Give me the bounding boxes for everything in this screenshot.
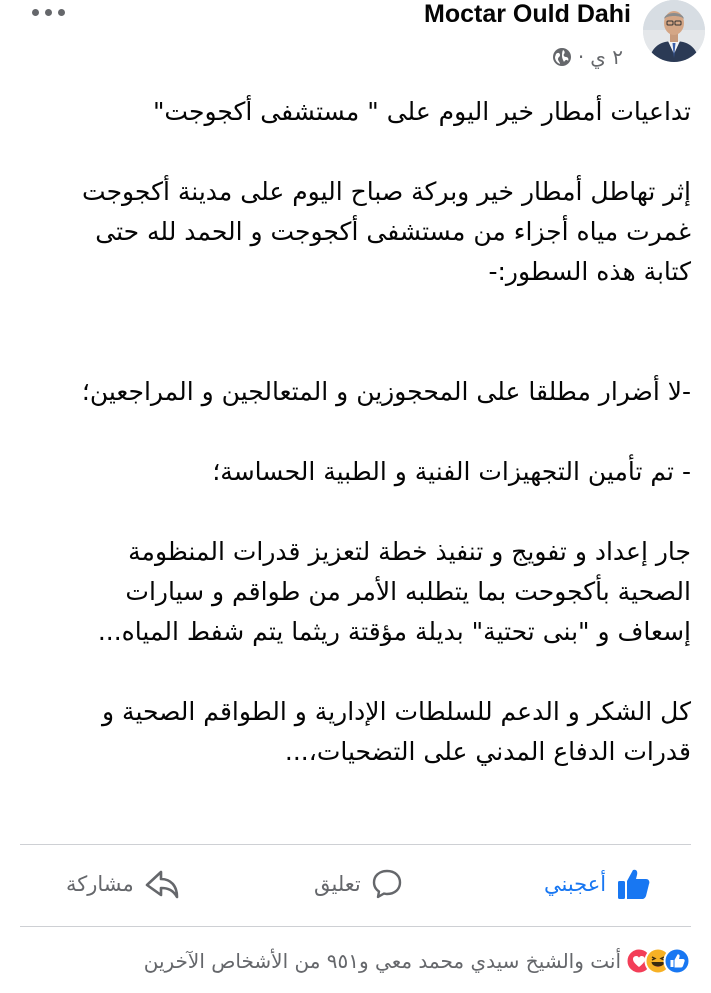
more-dot-icon [58, 9, 65, 16]
like-label: أعجبني [544, 872, 607, 896]
comment-label: تعليق [314, 872, 361, 896]
post-text-line: قدرات الدفاع المدني على التضحيات،... [284, 737, 691, 766]
post-text-line [22, 332, 691, 372]
post-body [22, 92, 691, 772]
author-name[interactable]: Moctar Ould Dahi [424, 0, 631, 28]
post-text-line: تداعيات أمطار خير اليوم على " مستشفى أكجوجت" [152, 97, 691, 126]
divider-top [20, 844, 691, 845]
post-text-line [22, 492, 691, 532]
more-options-button[interactable] [28, 4, 68, 20]
post-text-line: غمرت مياه أجزاء من مستشفى أكجوجت و الحمد لله حتى [95, 217, 691, 246]
post-header [0, 0, 711, 90]
action-bar [0, 848, 711, 922]
post-text-line: -لا أضرار مطلقا على المحجوزين و المتعالجين و المراجعين؛ [81, 377, 691, 406]
post-text-line [22, 652, 691, 692]
reaction-icons[interactable] [625, 947, 691, 975]
post-text-line: الصحية بأكجوحت بما يتطلبه الأمر من طواقم و سيارات [125, 577, 691, 606]
post-text-line: كتابة هذه السطور:- [488, 257, 691, 286]
more-dot-icon [32, 9, 39, 16]
time-separator: · [577, 45, 585, 69]
divider-bottom [20, 926, 691, 927]
globe-icon[interactable] [552, 47, 572, 67]
share-button[interactable] [66, 856, 180, 912]
post-text-line: جار إعداد و تفويج و تنفيذ خطة لتعزيز قدرات المنظومة [128, 537, 691, 566]
post-text-line: إسعاف و "بنى تحتية" بديلة مؤقتة ريثما يتم شفط المياه... [97, 617, 691, 646]
post-text-line [22, 132, 691, 172]
post-meta [552, 44, 623, 70]
share-label: مشاركة [66, 872, 134, 896]
post-text-line: إثر تهاطل أمطار خير وبركة صباح اليوم على مدينة أكجوجت [82, 177, 691, 206]
like-button[interactable] [544, 856, 652, 912]
more-dot-icon [45, 9, 52, 16]
comment-button[interactable] [314, 856, 403, 912]
thumbs-up-icon [616, 867, 652, 901]
post-text-line [22, 292, 691, 332]
reactions-text[interactable]: أنت والشيخ سيدي محمد معي و٩٥١ من الأشخاص الآخرين [143, 949, 621, 973]
avatar-image [643, 0, 705, 62]
reactions-summary [0, 933, 711, 989]
post-timestamp[interactable]: ٢ ي [590, 45, 623, 69]
avatar[interactable] [643, 0, 705, 62]
like-reaction-icon [665, 949, 690, 974]
comment-icon [371, 868, 403, 900]
post-text-line: - تم تأمين التجهيزات الفنية و الطبية الحساسة؛ [212, 457, 691, 486]
post-text-line: كل الشكر و الدعم للسلطات الإدارية و الطواقم الصحية و [102, 697, 691, 726]
share-icon [144, 867, 180, 901]
post-text-line [22, 412, 691, 452]
